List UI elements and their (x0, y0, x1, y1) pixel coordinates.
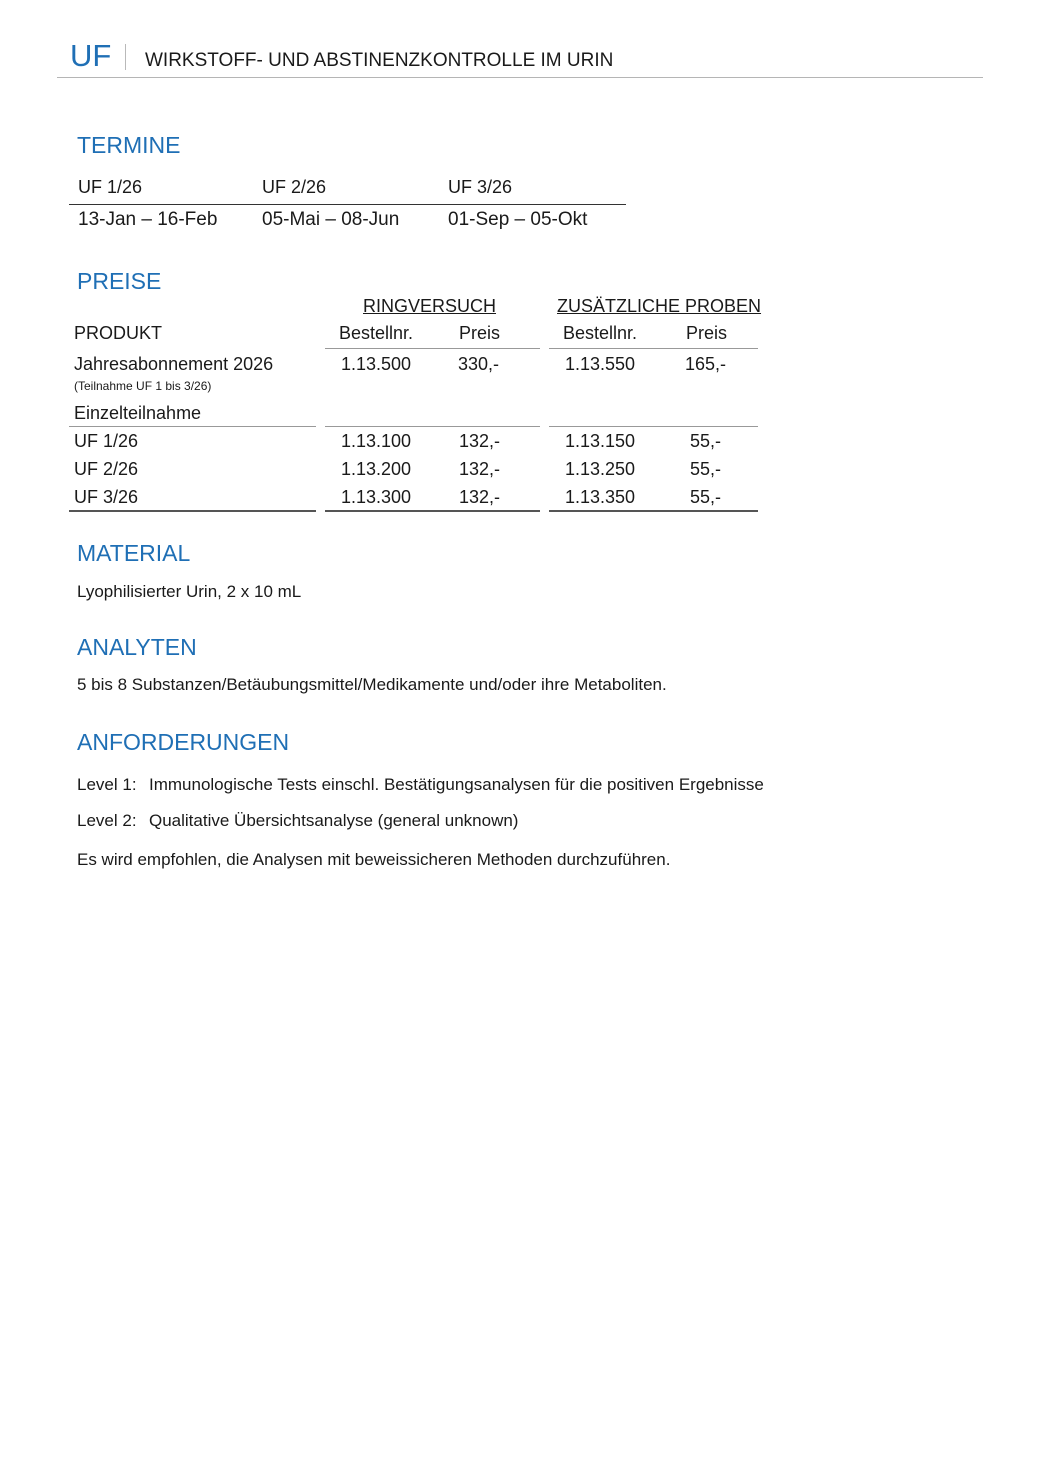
termin-dates-1: 13-Jan – 16-Feb (78, 209, 218, 230)
material-text: Lyophilisierter Urin, 2 x 10 mL (77, 582, 302, 601)
row-zp-preis-3: 55,- (690, 487, 722, 507)
rule-rv-header (325, 348, 540, 349)
termine-rule (69, 204, 626, 205)
termin-dates-3: 01-Sep – 05-Okt (448, 209, 588, 230)
header-rule (57, 77, 983, 78)
rule-einzel-produkt (69, 426, 316, 427)
col-zp-preis: Preis (686, 323, 728, 343)
row-rv-nr-3: 1.13.300 (341, 487, 412, 507)
row-zp-preis-2: 55,- (690, 459, 722, 479)
group-ringversuch: RINGVERSUCH (363, 296, 497, 316)
row-rv-nr-1: 1.13.100 (341, 431, 412, 451)
preise-heading: PREISE (77, 268, 162, 294)
row-name-1: UF 1/26 (74, 431, 139, 451)
abo-zp-nr: 1.13.550 (565, 354, 636, 374)
row-zp-nr-1: 1.13.150 (565, 431, 636, 451)
col-produkt: PRODUKT (74, 323, 163, 343)
row-rv-nr-2: 1.13.200 (341, 459, 412, 479)
termine-heading: TERMINE (77, 132, 181, 158)
row-rv-preis-3: 132,- (459, 487, 501, 507)
termin-label-2: UF 2/26 (262, 177, 327, 197)
row-zp-nr-2: 1.13.250 (565, 459, 636, 479)
abo-rv-preis: 330,- (458, 354, 500, 374)
row-name-3: UF 3/26 (74, 487, 139, 507)
einzel-label: Einzelteilnahme (74, 403, 202, 423)
abo-name: Jahresabonnement 2026 (74, 354, 274, 374)
row-rv-preis-2: 132,- (459, 459, 501, 479)
row-zp-nr-3: 1.13.350 (565, 487, 636, 507)
rule-bottom-zp (549, 510, 758, 512)
rule-einzel-rv (325, 426, 540, 427)
abo-zp-preis: 165,- (685, 354, 727, 374)
analyten-text: 5 bis 8 Substanzen/Betäubungsmittel/Medikamente und/oder ihre Metaboliten. (77, 675, 667, 694)
abo-note: (Teilnahme UF 1 bis 3/26) (74, 379, 212, 393)
anforderungen-note: Es wird empfohlen, die Analysen mit beweissicheren Methoden durchzuführen. (77, 850, 671, 869)
group-zusaetzliche-proben: ZUSÄTZLICHE PROBEN (557, 296, 762, 316)
rule-bottom-rv (325, 510, 540, 512)
analyten-heading: ANALYTEN (77, 634, 197, 660)
header-title: WIRKSTOFF- UND ABSTINENZKONTROLLE IM URIN (145, 50, 614, 71)
header-code: UF (70, 38, 112, 73)
termin-label-1: UF 1/26 (78, 177, 143, 197)
rule-bottom-produkt (69, 510, 316, 512)
level-2-label: Level 2: (77, 811, 137, 830)
row-zp-preis-1: 55,- (690, 431, 722, 451)
level-1-label: Level 1: (77, 775, 137, 794)
termin-dates-2: 05-Mai – 08-Jun (262, 209, 400, 230)
col-rv-preis: Preis (459, 323, 501, 343)
col-zp-bestellnr: Bestellnr. (563, 323, 638, 343)
row-name-2: UF 2/26 (74, 459, 139, 479)
termin-label-3: UF 3/26 (448, 177, 513, 197)
row-rv-preis-1: 132,- (459, 431, 501, 451)
material-heading: MATERIAL (77, 540, 191, 566)
col-rv-bestellnr: Bestellnr. (339, 323, 414, 343)
rule-zp-header (549, 348, 758, 349)
abo-rv-nr: 1.13.500 (341, 354, 412, 374)
rule-einzel-zp (549, 426, 758, 427)
anforderungen-heading: ANFORDERUNGEN (77, 729, 290, 755)
level-2-text: Qualitative Übersichtsanalyse (general unknown) (149, 811, 519, 830)
level-1-text: Immunologische Tests einschl. Bestätigungsanalysen für die positiven Ergebnisse (149, 775, 764, 794)
header-separator (125, 44, 126, 70)
